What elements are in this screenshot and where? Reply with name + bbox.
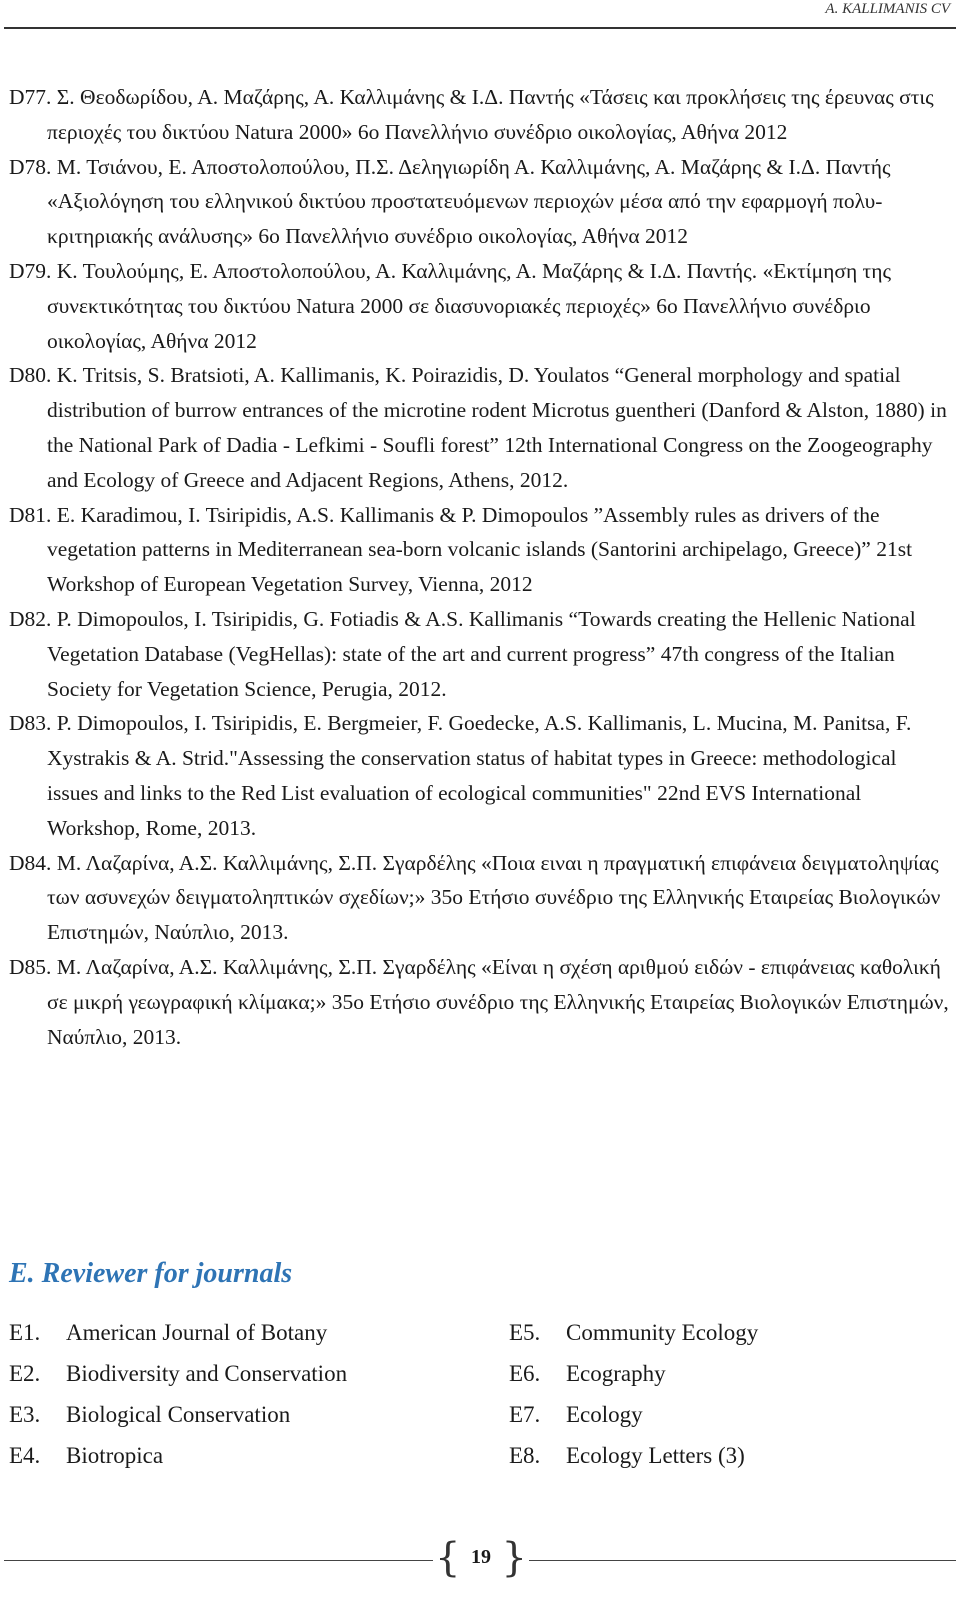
journal-name: American Journal of Botany <box>66 1320 328 1345</box>
entry-number: D80. <box>9 363 52 388</box>
entry-text: Σ. Θεοδωρίδου, Α. Μαζάρης, Α. Καλλιμάνης & Ι.Δ. Παντής «Τάσεις και προκλήσεις της έρευνας στις περιοχές του δικτύου Natura 2000» 6ο Πανελλήνιο συνέδριο οικολογίας, Αθήνα 2012 <box>47 85 934 144</box>
journal-number: E2. <box>9 1361 41 1386</box>
journal-number: E3. <box>9 1402 41 1427</box>
page-footer <box>0 1535 960 1581</box>
entry-text: P. Dimopoulos, I. Tsiripidis, E. Bergmeier, F. Goedecke, A.S. Kallimanis, L. Mucina, M. Panitsa, F. Xystrakis & A. Strid."Assessing the conservation status of habitat types in Greece: methodological issues and links to the Red List evaluation of ecological communities" 22nd EVS International Workshop, Rome, 2013. <box>47 711 912 840</box>
list-item <box>509 1320 949 1361</box>
entry-text: K. Tritsis, S. Bratsioti, A. Kallimanis, K. Poirazidis, D. Youlatos “General morphology and spatial distribution of burrow entrances of the microtine rodent Microtus guentheri (Danford & Alston, 1880) in the National Park of Dadia - Lefkimi - Soufli forest” 12th International Congress on the Zoogeography and Ecology of Greece and Adjacent Regions, Athens, 2012. <box>47 363 947 492</box>
header-divider <box>4 27 956 29</box>
list-item <box>9 358 951 497</box>
list-item <box>9 1443 509 1484</box>
entry-text: Κ. Τουλούμης, Ε. Αποστολοπούλου, Α. Καλλιμάνης, Α. Μαζάρης & Ι.Δ. Παντής. «Εκτίμηση της συνεκτικότητας του δικτύου Natura 2000 σε διασυνοριακές περιοχές» 6ο Πανελλήνιο συνέδριο οικολογίας, Αθήνα 2012 <box>47 258 891 353</box>
entry-text: Μ. Λαζαρίνα, Α.Σ. Καλλιμάνης, Σ.Π. Σγαρδέλης «Είναι η σχέση αριθμού ειδών - επιφάνειας καθολική σε μικρή γεωγραφική κλίμακα;» 35ο Ετήσιο συνέδριο της Ελληνικής Εταιρείας Βιολογικών Επιστημών, Ναύπλιο, 2013. <box>47 954 949 1049</box>
list-item <box>9 846 951 950</box>
page-number: 19 <box>471 1546 491 1568</box>
journal-number: E4. <box>9 1443 41 1468</box>
entry-number: D81. <box>9 502 52 527</box>
entry-text: P. Dimopoulos, I. Tsiripidis, G. Fotiadis & A.S. Kallimanis “Towards creating the Hellenic National Vegetation Database (VegHellas): state of the art and current progress” 47th congress of the Italian Society for Vegetation Science, Perugia, 2012. <box>47 606 916 701</box>
list-item <box>509 1402 949 1443</box>
journal-name: Biological Conservation <box>66 1402 291 1427</box>
publication-list <box>9 80 951 1054</box>
entry-number: D85. <box>9 954 52 979</box>
list-item <box>9 1402 509 1443</box>
journal-list <box>9 1320 949 1484</box>
section-heading: E. Reviewer for journals <box>9 1258 293 1289</box>
list-item <box>509 1443 949 1484</box>
list-item <box>9 706 951 845</box>
entry-text: Μ. Τσιάνου, Ε. Αποστολοπούλου, Π.Σ. Δεληγιωρίδη Α. Καλλιμάνης, Α. Μαζάρης & Ι.Δ. Παντής «Αξιολόγηση του ελληνικού δικτύου προστατευόμενων περιοχών μέσα από την εφαρμογή πολυ-κριτηριακής ανάλυσης» 6ο Πανελλήνιο συνέδριο οικολογίας, Αθήνα 2012 <box>47 154 891 249</box>
journal-name: Biotropica <box>66 1443 164 1468</box>
journal-name: Ecography <box>566 1361 666 1386</box>
journal-number: E5. <box>509 1320 541 1345</box>
entry-number: D83. <box>9 711 52 736</box>
right-brace-icon: } <box>501 1535 527 1581</box>
entry-number: D82. <box>9 606 52 631</box>
list-item <box>9 150 951 254</box>
entry-number: D79. <box>9 258 52 283</box>
list-item <box>9 950 951 1054</box>
journal-name: Community Ecology <box>566 1320 759 1345</box>
list-item <box>9 1320 509 1361</box>
journal-number: E7. <box>509 1402 541 1427</box>
list-item <box>9 80 951 150</box>
journal-name: Ecology Letters (3) <box>566 1443 745 1468</box>
journal-number: E1. <box>9 1320 41 1345</box>
list-item <box>9 602 951 706</box>
list-item <box>509 1361 949 1402</box>
page-number-box <box>433 1535 529 1581</box>
entry-text: Μ. Λαζαρίνα, Α.Σ. Καλλιμάνης, Σ.Π. Σγαρδέλης «Ποια ειναι η πραγματική επιφάνεια δειγματοληψίας των ασυνεχών δειγματοληπτικών σχεδίων;» 35ο Ετήσιο συνέδριο της Ελληνικής Εταιρείας Βιολογικών Επιστημών, Ναύπλιο, 2013. <box>47 850 941 945</box>
entry-number: D78. <box>9 154 52 179</box>
journal-number: E8. <box>509 1443 541 1468</box>
list-item <box>9 1361 509 1402</box>
journal-name: Ecology <box>566 1402 643 1427</box>
entry-text: E. Karadimou, I. Tsiripidis, A.S. Kallimanis & P. Dimopoulos ”Assembly rules as drivers of the vegetation patterns in Mediterranean sea-born volcanic islands (Santorini archipelago, Greece)” 21st Workshop of European Vegetation Survey, Vienna, 2012 <box>47 502 913 597</box>
left-brace-icon: { <box>435 1535 461 1581</box>
journal-number: E6. <box>509 1361 541 1386</box>
list-item <box>9 498 951 602</box>
header-title: A. KALLIMANIS CV <box>825 1 950 17</box>
entry-number: D77. <box>9 85 52 109</box>
entry-number: D84. <box>9 850 52 875</box>
list-item <box>9 254 951 358</box>
page-header <box>0 0 960 30</box>
journal-name: Biodiversity and Conservation <box>66 1361 348 1386</box>
